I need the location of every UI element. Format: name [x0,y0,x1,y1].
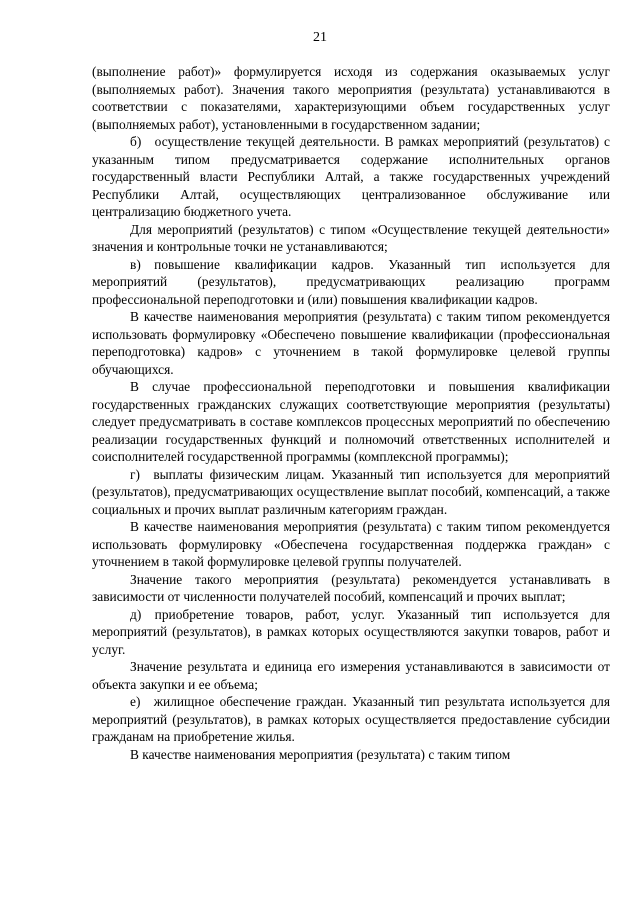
paragraph: д) приобретение товаров, работ, услуг. Указанный тип используется для мероприятий (результатов), в рамках которых осуществляются закупки товаров, работ и услуг. [92,606,610,657]
document-body [92,63,610,763]
paragraph: Значение такого мероприятия (результата) рекомендуется устанавливать в зависимости от численности получателей пособий, компенсаций и прочих выплат; [92,571,610,604]
paragraph: г) выплаты физическим лицам. Указанный тип используется для мероприятий (результатов), предусматривающих осуществление выплат пособий, компенсаций, а также социальных и прочих выплат различным категориям граждан. [92,466,610,517]
paragraph: в) повышение квалификации кадров. Указанный тип используется для мероприятий (результатов), предусматривающих реализацию программ профессиональной переподготовки и (или) повышения квалификации кадров. [92,256,610,307]
paragraph: (выполнение работ)» формулируется исходя из содержания оказываемых услуг (выполняемых работ). Значения такого мероприятия (результата) устанавливаются в соответствии с показателями, характеризующими объем государственных услуг (выполняемых работ), установленными в государственном задании; [92,64,610,132]
paragraph: В случае профессиональной переподготовки и повышения квалификации государственных гражданских служащих соответствующие мероприятия (результаты) следует предусматривать в составе комплексов процессных мероприятий по обеспечению реализации государственных функций и полномочий ответственных исполнителей и соисполнителей государственной программы (комплексной программы); [92,379,610,464]
paragraph: Для мероприятий (результатов) с типом «Осуществление текущей деятельности» значения и контрольные точки не устанавливаются; [92,221,610,254]
page-number: 21 [313,30,327,45]
paragraph: б) осуществление текущей деятельности. В рамках мероприятий (результатов) с указанным типом предусматривается содержание исполнительных органов государственный власти Республики Алтай, а также государственных учреждений Республики Алтай, осуществляющих централизованное обслуживание или централизацию бюджетного учета. [92,134,610,219]
paragraph: Значение результата и единица его измерения устанавливаются в зависимости от объекта закупки и ее объема; [92,659,610,692]
paragraph: В качестве наименования мероприятия (результата) с таким типом [130,746,511,762]
paragraph: В качестве наименования мероприятия (результата) с таким типом рекомендуется использовать формулировку «Обеспечена государственная поддержка граждан» с уточнением в такой формулировке целевой группы получателей. [92,519,610,569]
paragraph: е) жилищное обеспечение граждан. Указанный тип результата используется для мероприятий (результатов), в рамках которых осуществляется предоставление субсидии гражданам на приобретение жилья. [92,694,610,744]
paragraph: В качестве наименования мероприятия (результата) с таким типом рекомендуется использовать формулировку «Обеспечено повышение квалификации (профессиональная переподготовка) кадров» с уточнением в такой формулировке целевой группы обучающихся. [92,309,610,377]
